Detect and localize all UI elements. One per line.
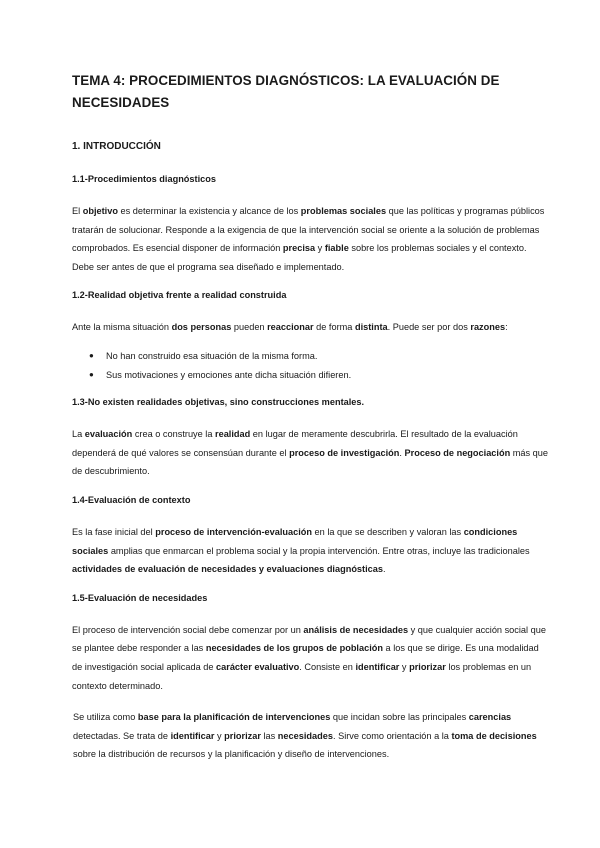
emphasis-text: dos personas xyxy=(171,322,232,333)
emphasis-text: distinta xyxy=(354,322,388,333)
emphasis-text: problemas sociales xyxy=(300,206,387,216)
emphasis-text: realidad xyxy=(215,429,251,440)
emphasis-text: proceso de investigación xyxy=(289,447,400,458)
subheading-1-1: 1.1-Procedimientos diagnósticos xyxy=(72,174,216,184)
paragraph-1-4: Es la fase inicial del proceso de intervención-evaluación en la que se describen y valoran las condiciones sociales amplias que enmarcan el problema social y la propia intervención. Entre otras, incluye las tradicionales actividades de evaluación de necesidades y evaluaciones diagnósticas. xyxy=(72,526,530,575)
emphasis-text: reaccionar xyxy=(267,322,314,333)
list-item: ● No han construido esa situación de la misma forma. xyxy=(72,347,548,366)
emphasis-text: necesidades xyxy=(277,730,333,741)
subheading-1-4: 1.4-Evaluación de contexto xyxy=(72,494,191,505)
emphasis-text: priorizar xyxy=(409,661,446,672)
emphasis-text: necesidades de los grupos de población xyxy=(205,643,383,654)
bullet-icon: ● xyxy=(89,369,94,379)
emphasis-text: objetivo xyxy=(82,206,118,216)
subheading-1-3: 1.3-No existen realidades objetivas, sino construcciones mentales. xyxy=(72,397,365,408)
subheading-1-5: 1.5-Evaluación de necesidades xyxy=(72,592,208,603)
bullet-list-razones xyxy=(72,347,548,384)
emphasis-text: carácter evaluativo xyxy=(216,661,300,672)
list-item: ● Sus motivaciones y emociones ante dicha situación difieren. xyxy=(72,366,548,385)
emphasis-text: análisis de necesidades xyxy=(303,624,409,635)
emphasis-text: precisa xyxy=(282,243,316,254)
document-title: TEMA 4: PROCEDIMIENTOS DIAGNÓSTICOS: LA EVALUACIÓN DE NECESIDADES xyxy=(72,73,500,110)
emphasis-text: fiable xyxy=(324,243,349,254)
emphasis-text: identificar xyxy=(355,661,400,672)
emphasis-text: evaluación xyxy=(84,429,133,440)
emphasis-text: razones xyxy=(470,322,506,333)
paragraph-1-1: El objetivo es determinar la existencia y alcance de los problemas sociales que las políticas y programas públicos tratarán de solucionar. Responde a la exigencia de que la intervención social se oriente a la solución de problemas comprobados. Es esencial disponer de información precisa y fiable sobre los problemas sociales y el contexto. Debe ser antes de que el programa sea diseñado e implementado. xyxy=(72,206,545,272)
emphasis-text: Proceso de negociación xyxy=(404,447,511,458)
emphasis-text: condiciones sociales xyxy=(72,526,518,556)
section-heading-introduccion: 1. INTRODUCCIÓN xyxy=(72,141,161,152)
bullet-icon: ● xyxy=(89,350,94,360)
emphasis-text: identificar xyxy=(170,730,215,741)
emphasis-text: proceso de intervención-evaluación xyxy=(155,526,312,537)
emphasis-text: priorizar xyxy=(224,730,261,741)
emphasis-text: toma de decisiones xyxy=(451,730,537,741)
paragraph-1-2: Ante la misma situación dos personas pueden reaccionar de forma distinta. Puede ser por dos razones: xyxy=(72,322,508,333)
paragraph-1-5b: Se utiliza como base para la planificación de intervenciones que incidan sobre las principales carencias detectadas. Se trata de identificar y priorizar las necesidades. Sirve como orientación a la toma de decisiones sobre la distribución de recursos y la planificación y diseño de intervenciones. xyxy=(73,712,537,760)
emphasis-text: carencias xyxy=(468,712,512,723)
paragraph-1-3: La evaluación crea o construye la realidad en lugar de meramente descubrirla. El resultado de la evaluación dependerá de qué valores se consensúan durante el proceso de investigación. Proceso de negociación más que de descubrimiento. xyxy=(72,429,548,477)
subheading-1-2: 1.2-Realidad objetiva frente a realidad construida xyxy=(72,290,287,301)
emphasis-text: base para la planificación de intervenciones xyxy=(137,712,331,723)
paragraph-1-5a: El proceso de intervención social debe comenzar por un análisis de necesidades y que cualquier acción social que se plantee debe responder a las necesidades de los grupos de población a los que se dirige. Es una modalidad de investigación social aplicada de carácter evaluativo. Consiste en identificar y priorizar los problemas en un contexto determinado. xyxy=(72,624,546,691)
emphasis-text: actividades de evaluación de necesidades y evaluaciones diagnósticas xyxy=(72,564,383,575)
